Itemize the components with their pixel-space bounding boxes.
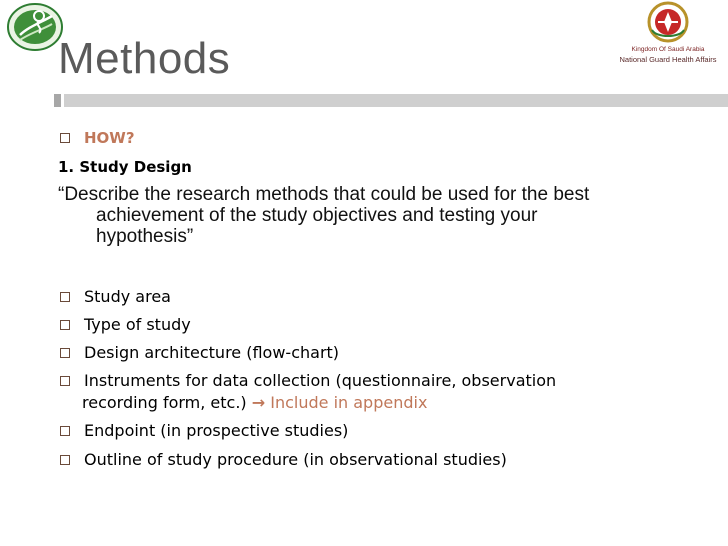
- emblem-icon: [646, 0, 690, 44]
- quote-line-1: “Describe the research methods that could be used for the best: [58, 184, 590, 205]
- checkbox-bullet-icon: [60, 455, 70, 465]
- list-item: [60, 287, 171, 306]
- divider-bar: [64, 94, 728, 107]
- organization-logo-right: [612, 0, 724, 70]
- list-item: [60, 343, 339, 362]
- section-heading: 1. Study Design: [58, 158, 192, 176]
- slide-title: Methods: [58, 34, 231, 83]
- list-item-text: recording form, etc.): [82, 393, 247, 412]
- logo-text-ngha: National Guard Health Affairs: [619, 55, 717, 64]
- list-item-text: Instruments for data collection (questionnaire, observation: [84, 371, 557, 390]
- checkbox-bullet-icon: [60, 426, 70, 436]
- arrow-right-icon: →: [251, 393, 266, 412]
- list-item-text: Outline of study procedure (in observational studies): [84, 450, 507, 469]
- list-item: [60, 450, 507, 469]
- list-item-continuation: [82, 393, 427, 412]
- checkbox-bullet-icon: [60, 376, 70, 386]
- list-item: [60, 421, 348, 440]
- divider-left-block: [54, 94, 61, 107]
- checkbox-bullet-icon: [60, 133, 70, 143]
- checkbox-bullet-icon: [60, 292, 70, 302]
- list-item-text: Design architecture (flow-chart): [84, 343, 340, 362]
- organization-logo-left: [6, 2, 64, 52]
- how-label: HOW?: [84, 129, 135, 147]
- list-item-text: Type of study: [84, 315, 191, 334]
- logo-text-kingdom: Kingdom Of Saudi Arabia: [631, 46, 705, 53]
- checkbox-bullet-icon: [60, 320, 70, 330]
- list-item-text: Study area: [84, 287, 171, 306]
- checkbox-bullet-icon: [60, 348, 70, 358]
- list-item-text: Endpoint (in prospective studies): [84, 421, 349, 440]
- appendix-note: Include in appendix: [270, 393, 428, 412]
- bullet-how: [60, 129, 135, 147]
- quote-line-3: hypothesis”: [96, 226, 194, 247]
- quote-line-2: achievement of the study objectives and testing your: [96, 205, 538, 226]
- list-item: [60, 371, 556, 390]
- title-divider: [54, 94, 728, 107]
- list-item: [60, 315, 191, 334]
